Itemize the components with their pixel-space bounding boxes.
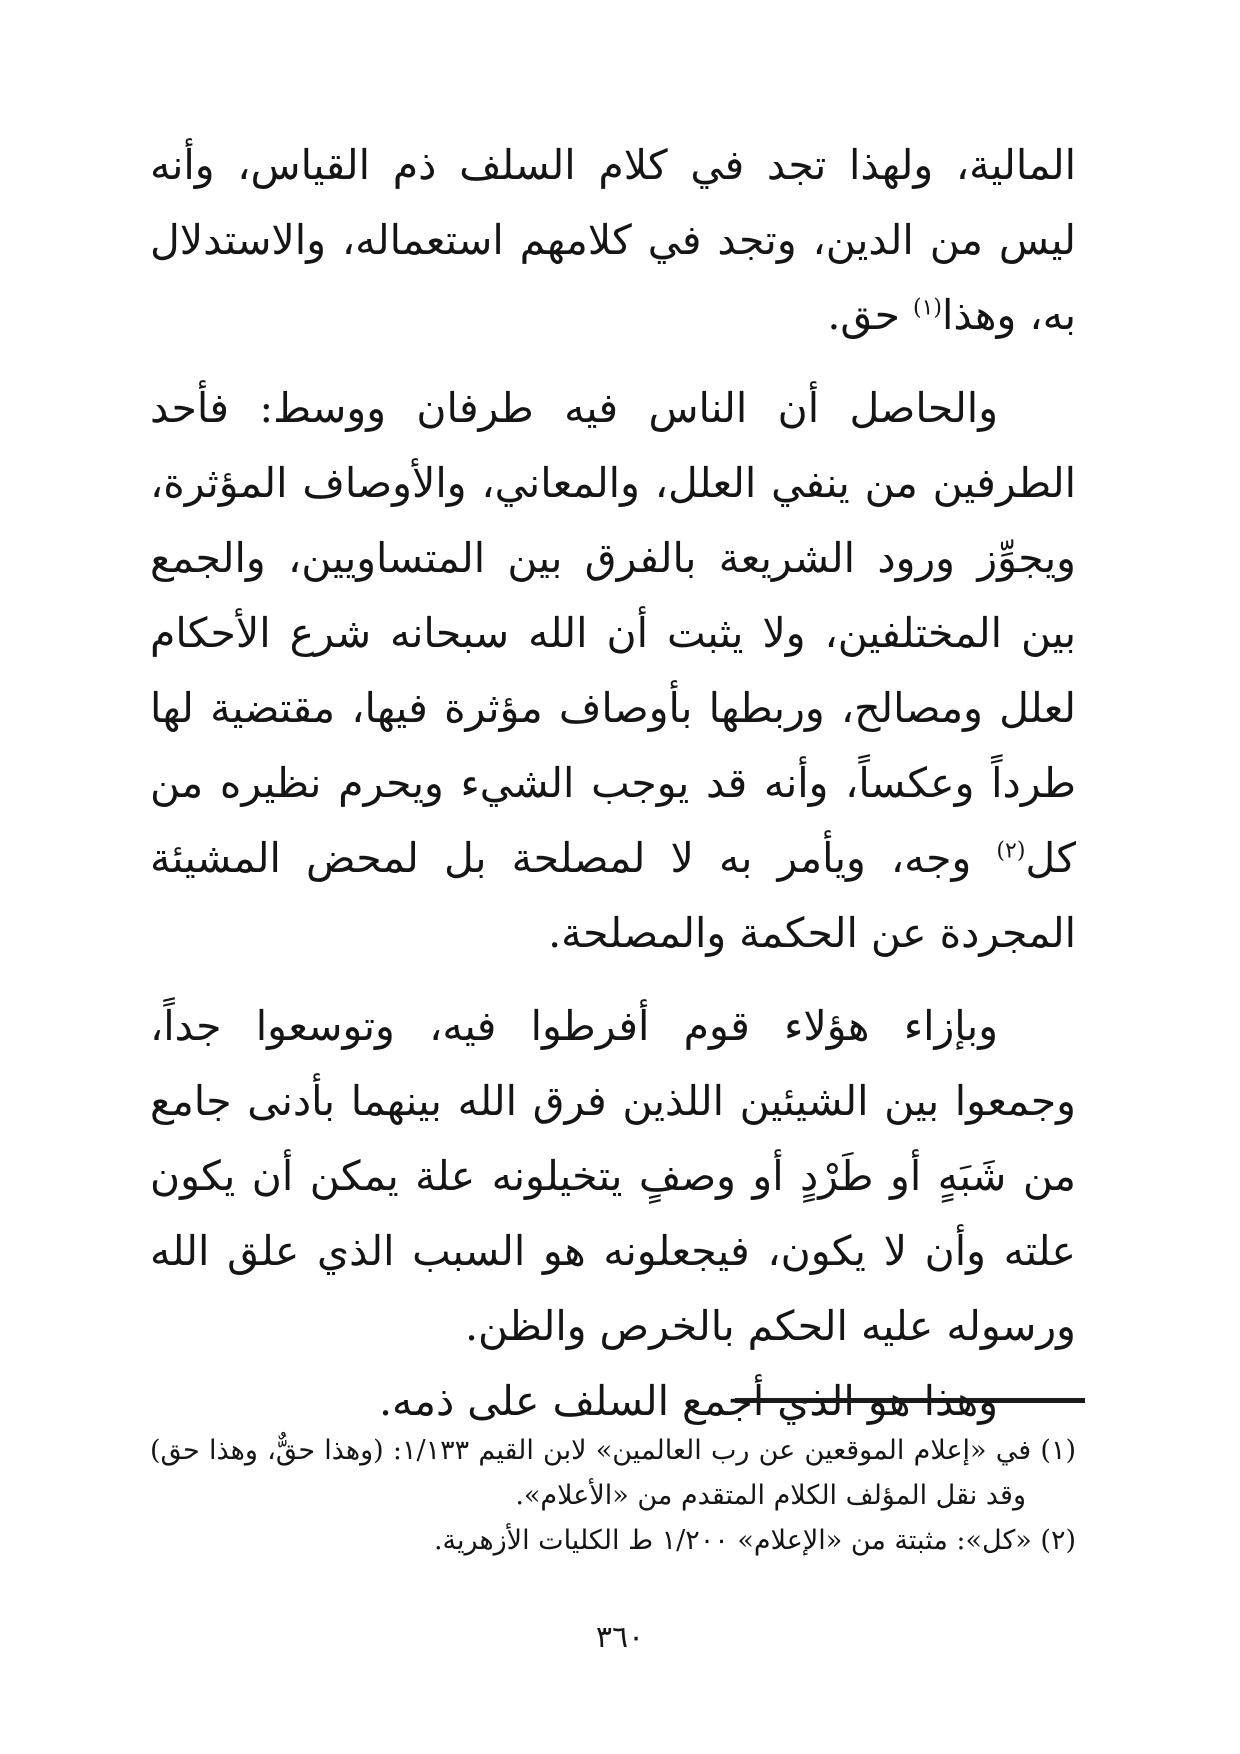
footnote-1: (١) في «إعلام الموقعين عن رب العالمين» لابن القيم ١/١٣٣: (وهذا حقٌّ، وهذا حق) وقد نقل المؤلف الكلام المتقدم من «الأعلام». (150, 1435, 1076, 1511)
main-text (150, 128, 1076, 1439)
paragraph (150, 128, 1076, 353)
paragraph-text: حق. (827, 291, 913, 339)
paragraph-text: والحاصل أن الناس فيه طرفان ووسط: فأحد الطرفين من ينفي العلل، والمعاني، والأوصاف المؤثرة، ويجوِّز ورود الشريعة بالفرق بين المتساويين، والجمع بين المختلفين، ولا يثبت أن الله سبحانه شرع الأحكام لعلل ومصالح، وربطها بأوصاف مؤثرة فيها، مقتضية لها طرداً وعكساً، وأنه قد يوجب الشيء ويحرم نظيره من كل (150, 384, 1076, 882)
paragraph-text: وجه، ويأمر به لا لمصلحة بل لمحض المشيئة المجردة عن الحكمة والمصلحة. (150, 834, 1076, 957)
page-number: ٣٦٠ (595, 1620, 645, 1655)
footnote-separator (735, 1398, 1085, 1403)
paragraph (150, 371, 1076, 971)
paragraph (150, 989, 1076, 1364)
footnote-reference: (٢) (996, 838, 1026, 864)
footnote-reference: (١) (912, 295, 942, 321)
paragraph-text: وهذا هو الذي أجمع السلف على ذمه. (378, 1377, 998, 1425)
paragraph-text: وبإزاء هؤلاء قوم أفرطوا فيه، وتوسعوا جداً، وجمعوا بين الشيئين اللذين فرق الله بينهما بأدنى جامع من شَبَهٍ أو طَرْدٍ أو وصفٍ يتخيلونه علة يمكن أن يكون علته وأن لا يكون، فيجعلونه هو السبب الذي علق الله ورسوله عليه الحكم بالخرص والظن. (150, 1002, 1076, 1350)
footnotes (150, 1428, 1076, 1563)
footnote-2: (٢) «كل»: مثبتة من «الإعلام» ١/٢٠٠ ط الكليات الأزهرية. (433, 1525, 1076, 1556)
paragraph-text: المالية، ولهذا تجد في كلام السلف ذم القياس، وأنه ليس من الدين، وتجد في كلامهم استعماله، والاستدلال به، وهذا (150, 141, 1076, 339)
